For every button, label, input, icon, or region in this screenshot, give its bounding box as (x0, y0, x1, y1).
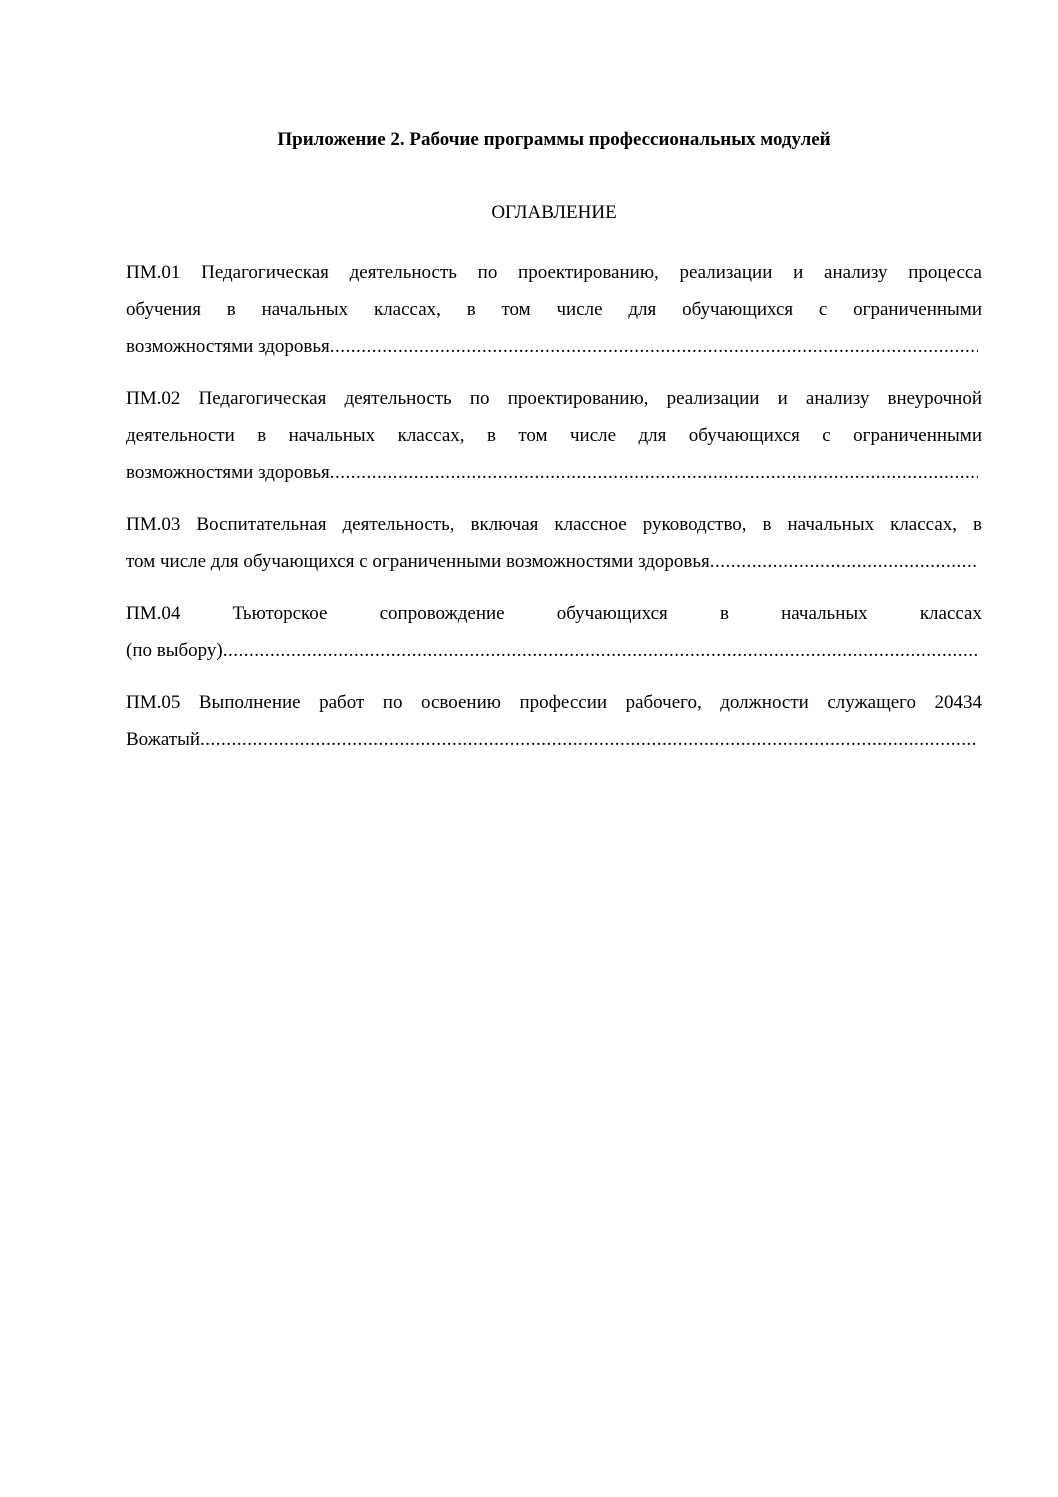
dot-leader (330, 454, 978, 491)
toc-entry-line: ПМ.01 Педагогическая деятельность по проектированию, реализации и анализу процесса (126, 262, 982, 283)
toc-entry-pm03[interactable] (126, 506, 982, 580)
dot-leader (330, 328, 978, 365)
toc-entry-pm01[interactable] (126, 254, 982, 365)
toc-entry-text: том числе для обучающихся с ограниченными возможностями здоровья (126, 551, 710, 572)
toc-entry-last-line (126, 632, 982, 669)
toc-entry-line: ПМ.05 Выполнение работ по освоению профессии рабочего, должности служащего 20434 (126, 692, 982, 713)
toc-entry-line: ПМ.02 Педагогическая деятельность по проектированию, реализации и анализу внеурочной (126, 388, 982, 409)
toc-entry-pm02[interactable] (126, 380, 982, 491)
toc-heading: ОГЛАВЛЕНИЕ (491, 202, 617, 223)
toc-entry-text: Вожатый (126, 729, 201, 750)
toc-entry-line: обучения в начальных классах, в том числе для обучающихся с ограниченными (126, 299, 982, 320)
dot-leader (200, 721, 978, 758)
toc-entry-line: деятельности в начальных классах, в том числе для обучающихся с ограниченными (126, 425, 982, 446)
table-of-contents (126, 254, 982, 773)
toc-entry-text: возможностями здоровья (126, 336, 330, 357)
toc-entry-pm04[interactable] (126, 595, 982, 669)
toc-entry-text: возможностями здоровья (126, 462, 330, 483)
toc-entry-last-line (126, 543, 982, 580)
document-title: Приложение 2. Рабочие программы профессиональных модулей (277, 129, 831, 150)
toc-entry-last-line (126, 328, 982, 365)
toc-entry-pm05[interactable] (126, 684, 982, 758)
dot-leader (223, 632, 978, 669)
dot-leader (710, 543, 978, 580)
toc-entry-line: ПМ.03 Воспитательная деятельность, включая классное руководство, в начальных классах, в (126, 514, 982, 535)
toc-entry-last-line (126, 721, 982, 758)
toc-entry-last-line (126, 454, 982, 491)
toc-entry-text: (по выбору) (126, 640, 223, 661)
toc-entry-line: ПМ.04 Тьюторское сопровождение обучающихся в начальных классах (126, 603, 982, 624)
